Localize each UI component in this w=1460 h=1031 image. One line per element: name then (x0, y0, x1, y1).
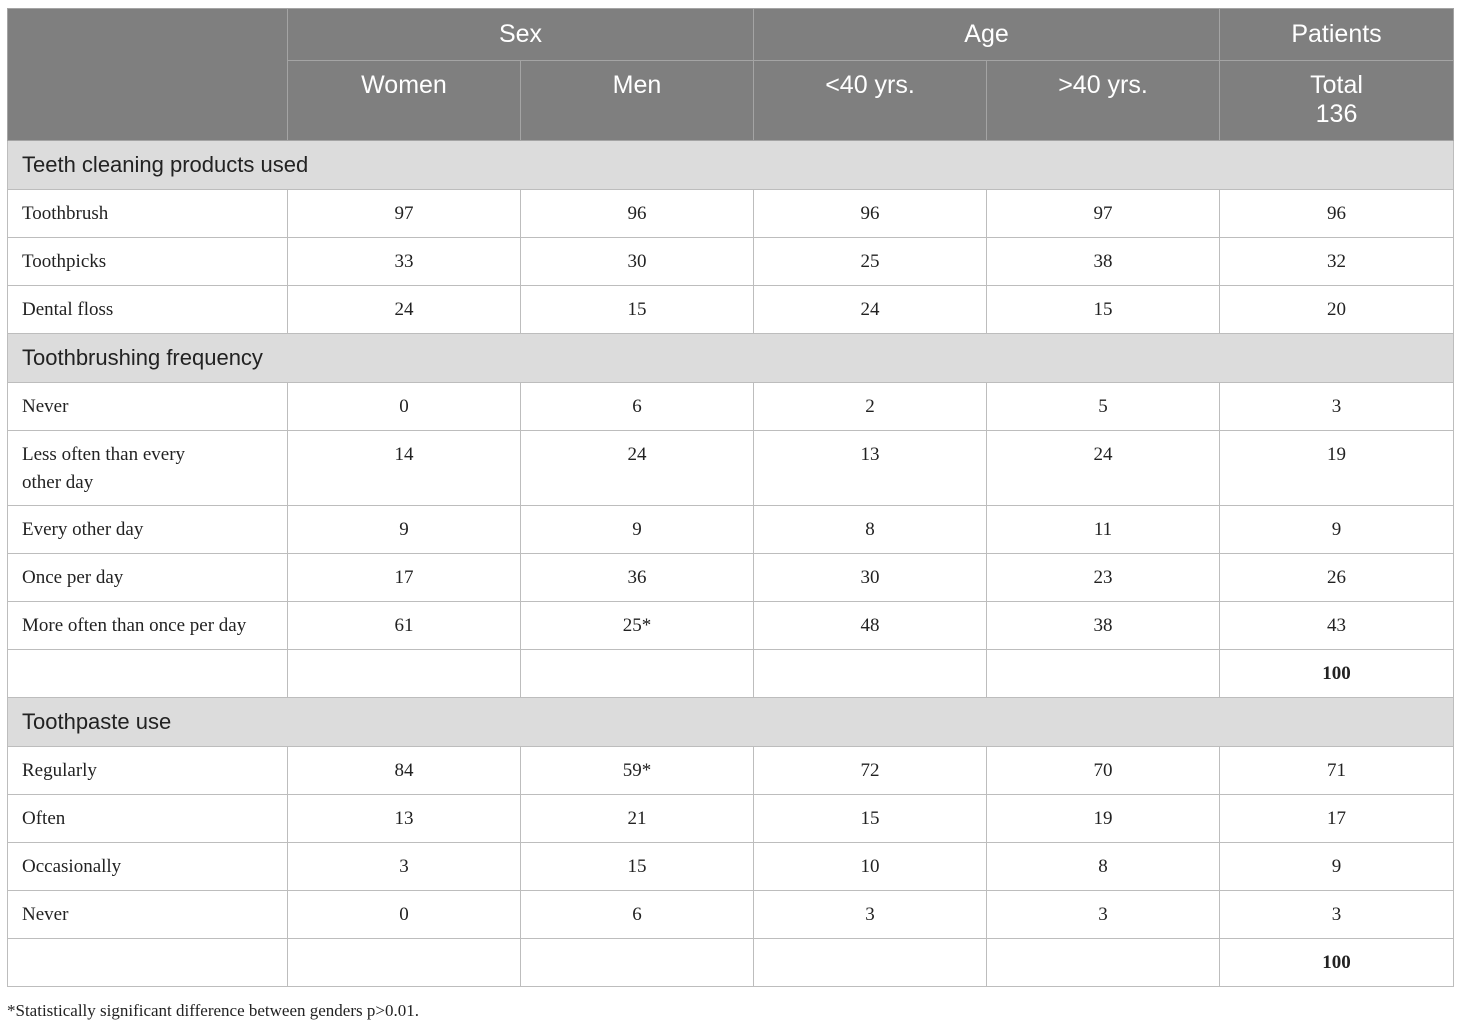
cell-under-40: 10 (754, 843, 987, 891)
table-row (8, 506, 1454, 554)
cell-women: 9 (288, 506, 521, 554)
cell-total: 71 (1220, 747, 1454, 795)
cell-men: 6 (521, 891, 754, 939)
section-title: Toothpaste use (8, 698, 1454, 747)
cell-women: 3 (288, 843, 521, 891)
cell-women: 61 (288, 602, 521, 650)
row-label (8, 650, 288, 698)
row-label: Regularly (8, 747, 288, 795)
oral-hygiene-table (7, 8, 1454, 987)
cell-women: 97 (288, 190, 521, 238)
cell-over-40: 70 (987, 747, 1220, 795)
table-row (8, 843, 1454, 891)
cell-under-40: 3 (754, 891, 987, 939)
row-label: Toothbrush (8, 190, 288, 238)
cell-under-40 (754, 939, 987, 987)
cell-total: 32 (1220, 238, 1454, 286)
row-label: Never (8, 891, 288, 939)
cell-men: 6 (521, 383, 754, 431)
header-total-label: Total (1310, 71, 1363, 99)
section-title: Toothbrushing frequency (8, 334, 1454, 383)
header-under-40: <40 yrs. (754, 61, 987, 141)
header-patients: Patients (1220, 9, 1454, 61)
cell-total: 3 (1220, 891, 1454, 939)
row-label: Often (8, 795, 288, 843)
cell-total: 3 (1220, 383, 1454, 431)
table-row (8, 602, 1454, 650)
row-label (8, 939, 288, 987)
cell-under-40: 15 (754, 795, 987, 843)
cell-total: 43 (1220, 602, 1454, 650)
cell-men (521, 939, 754, 987)
cell-over-40: 19 (987, 795, 1220, 843)
table-row (8, 190, 1454, 238)
cell-under-40: 72 (754, 747, 987, 795)
cell-under-40: 48 (754, 602, 987, 650)
cell-over-40: 38 (987, 238, 1220, 286)
cell-men: 36 (521, 554, 754, 602)
cell-men: 25* (521, 602, 754, 650)
table-header (8, 9, 1454, 141)
cell-men: 15 (521, 843, 754, 891)
table-row (8, 554, 1454, 602)
cell-over-40: 5 (987, 383, 1220, 431)
header-men: Men (521, 61, 754, 141)
section-row-teeth-cleaning-products (8, 141, 1454, 190)
row-label: Toothpicks (8, 238, 288, 286)
row-label: Occasionally (8, 843, 288, 891)
table-row-total (8, 939, 1454, 987)
cell-men: 24 (521, 431, 754, 506)
table-row (8, 891, 1454, 939)
cell-total: 100 (1220, 650, 1454, 698)
table-row (8, 238, 1454, 286)
table-body (8, 141, 1454, 987)
table-row (8, 795, 1454, 843)
cell-over-40: 11 (987, 506, 1220, 554)
cell-women (288, 939, 521, 987)
header-corner-cell (8, 9, 288, 141)
cell-women: 0 (288, 383, 521, 431)
table-row (8, 747, 1454, 795)
row-label: Never (8, 383, 288, 431)
cell-total: 26 (1220, 554, 1454, 602)
cell-women: 17 (288, 554, 521, 602)
cell-women: 14 (288, 431, 521, 506)
cell-over-40: 15 (987, 286, 1220, 334)
section-row-toothbrushing-frequency (8, 334, 1454, 383)
row-label: More often than once per day (8, 602, 288, 650)
cell-over-40 (987, 650, 1220, 698)
header-total (1220, 61, 1454, 141)
table-row-total (8, 650, 1454, 698)
cell-over-40: 3 (987, 891, 1220, 939)
table-row (8, 431, 1454, 506)
cell-women: 24 (288, 286, 521, 334)
row-label-line-1: Less often than every (22, 444, 186, 465)
cell-under-40: 30 (754, 554, 987, 602)
cell-men (521, 650, 754, 698)
cell-women: 84 (288, 747, 521, 795)
header-sex: Sex (288, 9, 754, 61)
cell-men: 21 (521, 795, 754, 843)
header-women: Women (288, 61, 521, 141)
cell-men: 59* (521, 747, 754, 795)
cell-women: 33 (288, 238, 521, 286)
cell-over-40: 8 (987, 843, 1220, 891)
row-label: Once per day (8, 554, 288, 602)
row-label: Dental floss (8, 286, 288, 334)
cell-total: 96 (1220, 190, 1454, 238)
cell-men: 30 (521, 238, 754, 286)
section-row-toothpaste-use (8, 698, 1454, 747)
cell-total: 9 (1220, 506, 1454, 554)
cell-men: 15 (521, 286, 754, 334)
row-label-line-2: other day (22, 472, 94, 493)
cell-total: 20 (1220, 286, 1454, 334)
cell-men: 96 (521, 190, 754, 238)
cell-under-40 (754, 650, 987, 698)
table-row (8, 286, 1454, 334)
cell-men: 9 (521, 506, 754, 554)
header-over-40: >40 yrs. (987, 61, 1220, 141)
header-age: Age (754, 9, 1220, 61)
cell-women: 0 (288, 891, 521, 939)
cell-total: 19 (1220, 431, 1454, 506)
data-table-container (7, 8, 1453, 987)
cell-under-40: 8 (754, 506, 987, 554)
table-footnote: *Statistically significant difference between genders p>0.01. (7, 1001, 419, 1020)
header-total-count: 136 (1315, 100, 1358, 128)
cell-under-40: 2 (754, 383, 987, 431)
row-label: Every other day (8, 506, 288, 554)
cell-under-40: 13 (754, 431, 987, 506)
header-row-groups (8, 9, 1454, 61)
row-label (8, 431, 288, 506)
cell-over-40: 23 (987, 554, 1220, 602)
cell-over-40: 97 (987, 190, 1220, 238)
cell-over-40 (987, 939, 1220, 987)
cell-total: 100 (1220, 939, 1454, 987)
section-title: Teeth cleaning products used (8, 141, 1454, 190)
cell-under-40: 24 (754, 286, 987, 334)
cell-over-40: 38 (987, 602, 1220, 650)
cell-women (288, 650, 521, 698)
table-row (8, 383, 1454, 431)
cell-total: 17 (1220, 795, 1454, 843)
cell-under-40: 25 (754, 238, 987, 286)
cell-under-40: 96 (754, 190, 987, 238)
cell-women: 13 (288, 795, 521, 843)
cell-over-40: 24 (987, 431, 1220, 506)
cell-total: 9 (1220, 843, 1454, 891)
